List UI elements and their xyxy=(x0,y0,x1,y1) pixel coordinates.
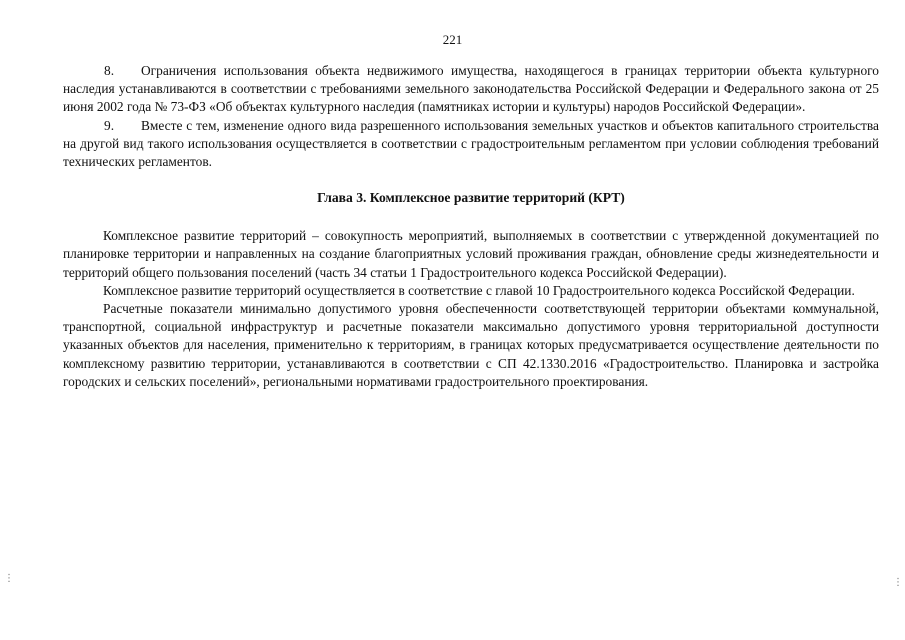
page-number: 221 xyxy=(442,32,463,47)
list-item-text: Ограничения использования объекта недвижимого имущества, находящегося в границах территории объекта культурного наследия устанавливаются в соответствии с требованиями земельного законодательства Российской Федерации и Федерального закона от 25 июня 2002 года № 73-ФЗ «Об объектах культурного наследия (памятниках истории и культуры) народов Российской Федерации». xyxy=(63,63,879,115)
scan-margin-mark-right: ⋮ xyxy=(893,577,903,588)
scan-margin-mark-left: ⋮ xyxy=(4,573,14,584)
chapter-heading: Глава 3. Комплексное развитие территорий (КРТ) xyxy=(317,190,625,206)
list-item-9 xyxy=(63,117,879,172)
list-item-text: Вместе с тем, изменение одного вида разрешенного использования земельных участков и объектов капитального строительства на другой вид такого использования осуществляется в соответствии с градостроительным регламентом при условии соблюдения требований технических регламентов. xyxy=(63,117,879,170)
page-content xyxy=(63,62,879,391)
list-item-8 xyxy=(63,62,879,117)
list-item-number: 8. xyxy=(104,63,115,78)
paragraph-definition: Комплексное развитие территорий – совокупность мероприятий, выполняемых в соответствии с утвержденной документацией по планировке территории и направленных на создание благоприятных условий проживания граждан, обновление среды жизнедеятельности и территорий общего пользования поселений (часть 34 статьи 1 Градостроительного кодекса Российской Федерации). xyxy=(63,228,879,280)
paragraph-reference: Комплексное развитие территорий осуществляется в соответствие с главой 10 Градостроительного кодекса Российской Федерации. xyxy=(103,282,855,298)
list-item-number: 9. xyxy=(104,117,115,133)
paragraph-indicators: Расчетные показатели минимально допустимого уровня обеспеченности соответствующей территории объектами коммунальной, транспортной, социальной инфраструктур и расчетные показатели максимально допустимого уровня территориальной доступности указанных объектов для населения, применительно к территориям, в границах которых предусматривается осуществление деятельности по комплексному развитию территории, устанавливаются в соответствии с СП 42.1330.2016 «Градостроительство. Планировка и застройка городских и сельских поселений», региональными нормативами градостроительного проектирования. xyxy=(63,301,879,389)
